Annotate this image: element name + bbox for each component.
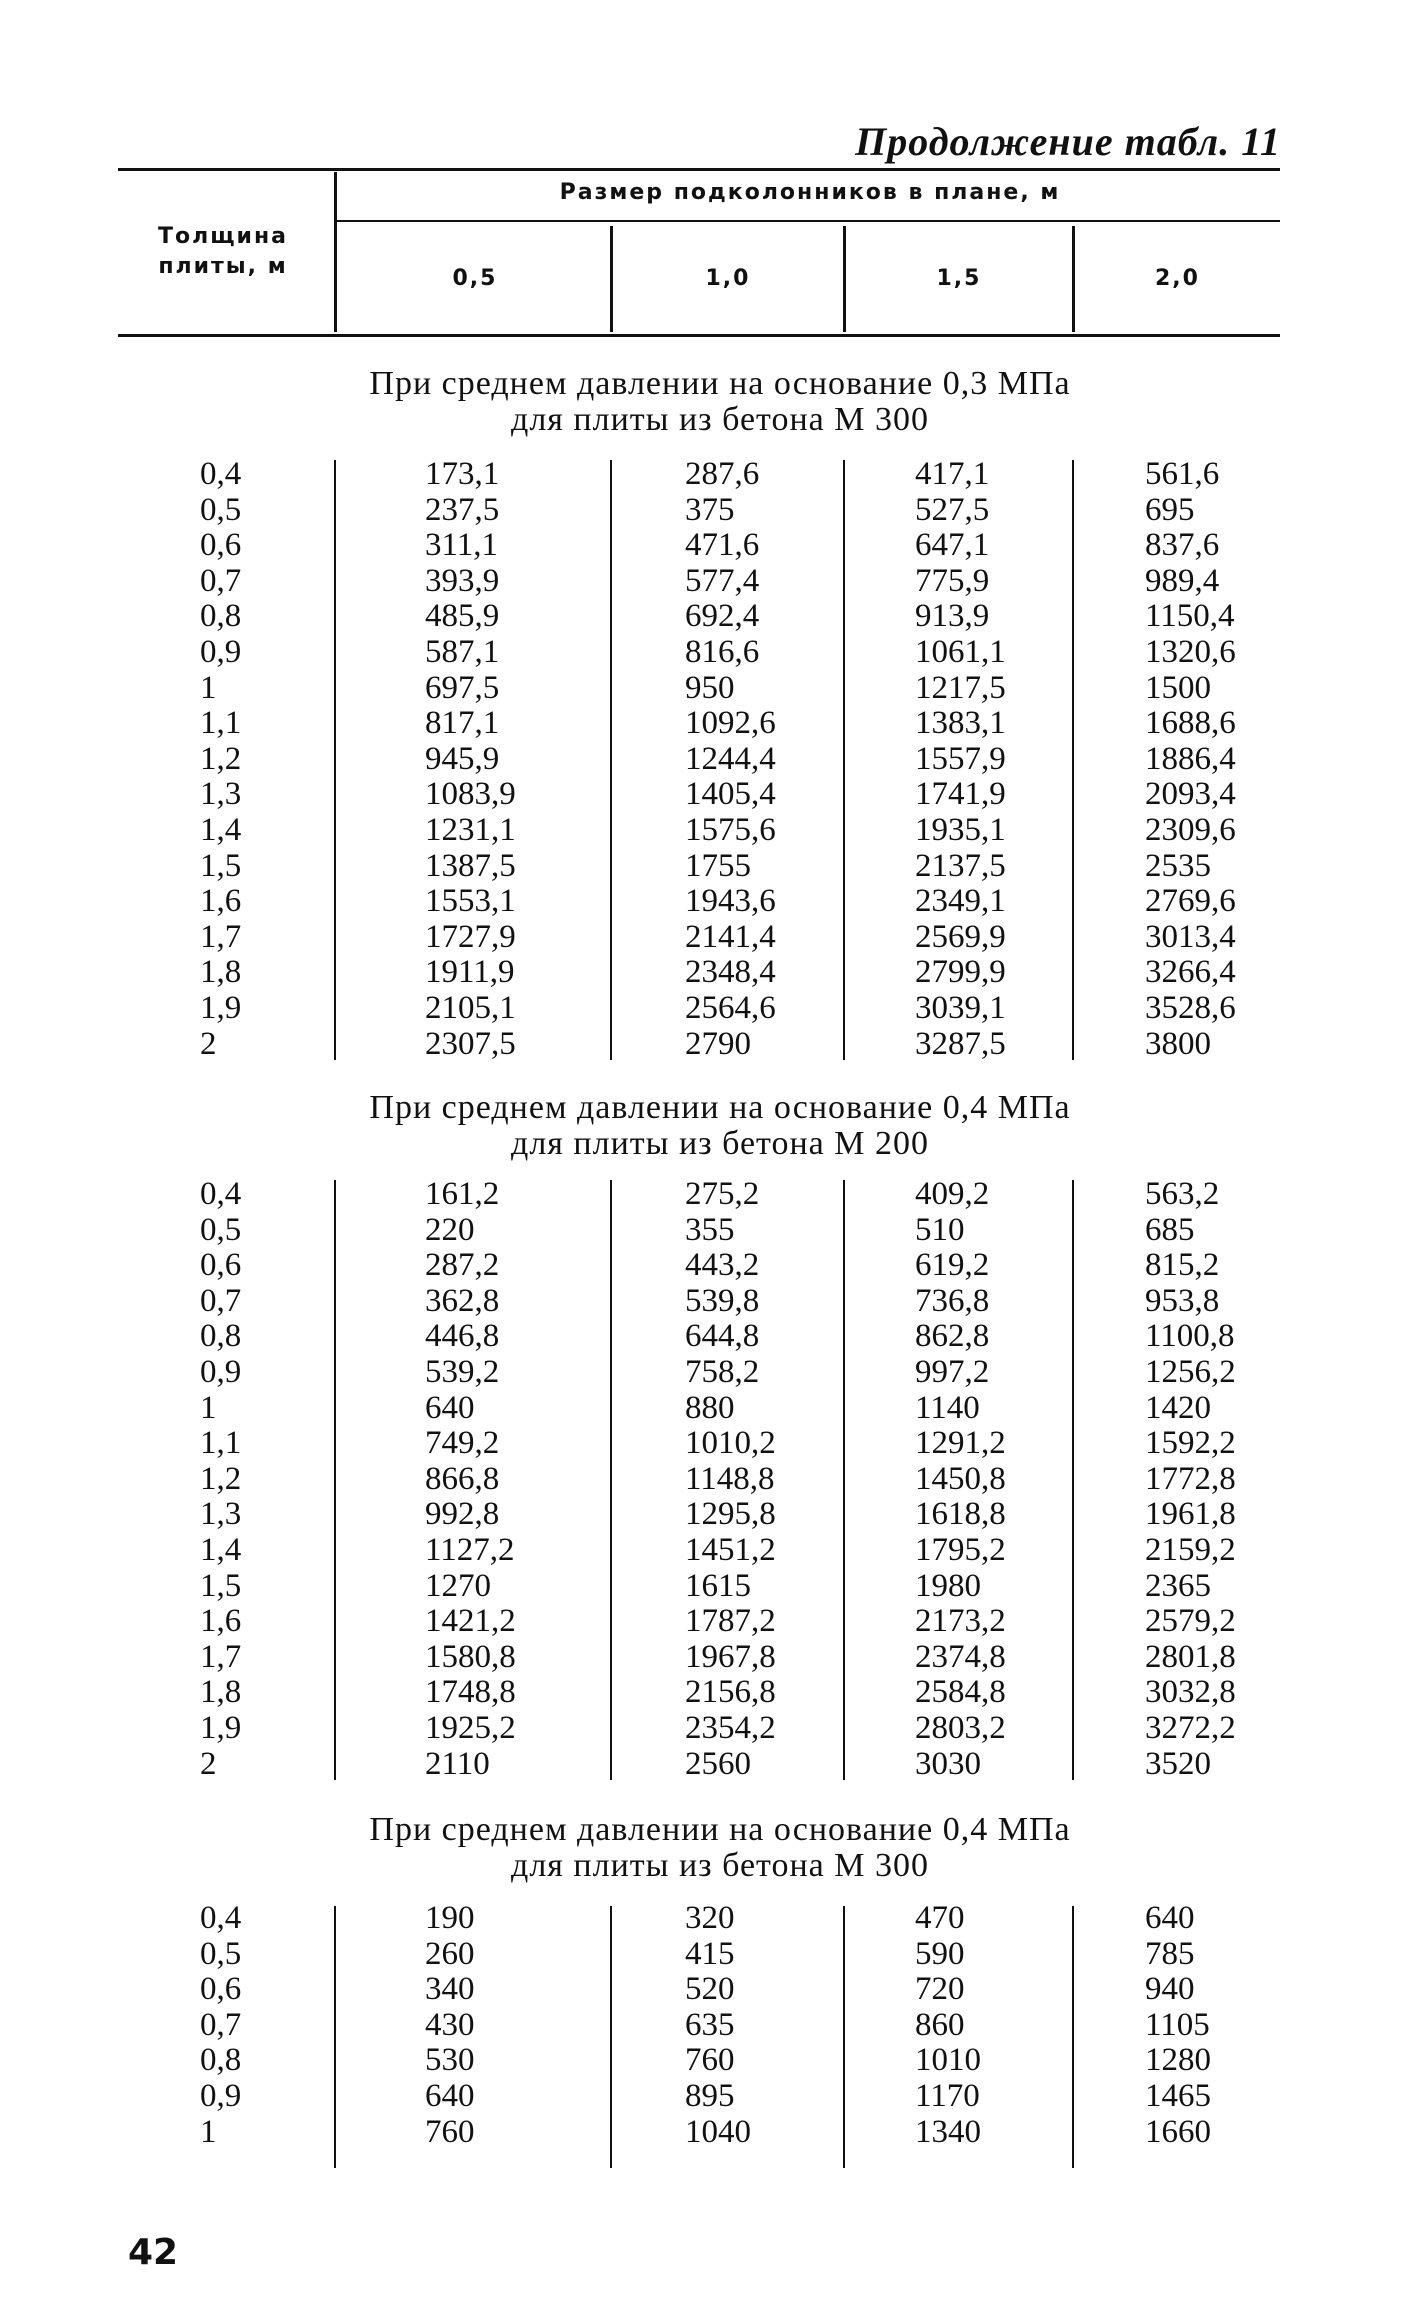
table-row xyxy=(0,1603,1421,1639)
column-rule xyxy=(1072,1906,1074,2168)
value-cell: 1615 xyxy=(685,1567,751,1604)
value-cell: 539,2 xyxy=(425,1354,500,1390)
value-cell: 1911,9 xyxy=(425,954,515,991)
table-row xyxy=(0,1425,1421,1461)
value-cell: 1741,9 xyxy=(915,776,1006,813)
thickness-cell: 1 xyxy=(200,2113,217,2150)
value-cell: 2309,6 xyxy=(1145,812,1236,848)
thickness-cell: 0,9 xyxy=(200,2078,242,2114)
value-cell: 1040 xyxy=(685,2113,751,2150)
size-header-1: 1,0 xyxy=(705,266,751,291)
value-cell: 635 xyxy=(685,2006,735,2043)
value-cell: 1451,2 xyxy=(685,1532,776,1568)
value-cell: 443,2 xyxy=(685,1247,760,1284)
value-cell: 577,4 xyxy=(685,562,760,599)
value-cell: 2374,8 xyxy=(915,1638,1006,1675)
value-cell: 190 xyxy=(425,1900,475,1936)
table-row xyxy=(0,919,1421,955)
value-cell: 758,2 xyxy=(685,1354,760,1390)
value-cell: 311,1 xyxy=(425,527,499,564)
thickness-cell: 1,8 xyxy=(200,1674,242,1711)
header-bottom-rule xyxy=(118,334,1280,337)
thickness-cell: 0,7 xyxy=(200,562,242,599)
thickness-cell: 0,9 xyxy=(200,634,242,670)
value-cell: 1405,4 xyxy=(685,776,776,813)
column-rule xyxy=(1072,1180,1074,1780)
value-cell: 775,9 xyxy=(915,562,990,599)
value-cell: 1083,9 xyxy=(425,776,516,813)
value-cell: 1270 xyxy=(425,1567,491,1604)
table-row xyxy=(0,1746,1421,1782)
thickness-cell: 1,5 xyxy=(200,847,242,884)
value-cell: 2093,4 xyxy=(1145,776,1236,813)
value-cell: 1170 xyxy=(915,2078,980,2114)
value-cell: 1231,1 xyxy=(425,812,516,848)
table-row xyxy=(0,776,1421,812)
thickness-cell: 1,7 xyxy=(200,1638,242,1675)
value-cell: 1748,8 xyxy=(425,1674,516,1711)
value-cell: 760 xyxy=(425,2113,475,2150)
value-cell: 860 xyxy=(915,2006,965,2043)
table-row xyxy=(0,2042,1421,2078)
thickness-cell: 0,8 xyxy=(200,2042,242,2079)
thickness-cell: 1,9 xyxy=(200,990,242,1026)
value-cell: 816,6 xyxy=(685,634,760,670)
thickness-cell: 1,7 xyxy=(200,918,242,955)
value-cell: 2173,2 xyxy=(915,1603,1006,1640)
value-cell: 640 xyxy=(425,2078,475,2114)
table-row xyxy=(0,848,1421,884)
value-cell: 1092,6 xyxy=(685,705,776,742)
value-cell: 953,8 xyxy=(1145,1282,1220,1319)
value-cell: 590 xyxy=(915,1935,965,1972)
value-cell: 587,1 xyxy=(425,634,500,670)
value-cell: 1553,1 xyxy=(425,883,516,920)
value-cell: 1580,8 xyxy=(425,1638,516,1675)
value-cell: 2584,8 xyxy=(915,1674,1006,1711)
value-cell: 736,8 xyxy=(915,1282,990,1319)
value-cell: 161,2 xyxy=(425,1176,500,1212)
table-row xyxy=(0,1176,1421,1212)
value-cell: 1256,2 xyxy=(1145,1354,1236,1390)
column-rule xyxy=(610,1180,612,1780)
value-cell: 695 xyxy=(1145,491,1195,528)
value-cell: 362,8 xyxy=(425,1282,500,1319)
value-cell: 644,8 xyxy=(685,1318,760,1355)
value-cell: 1575,6 xyxy=(685,812,776,848)
thickness-cell: 0,8 xyxy=(200,1318,242,1355)
value-cell: 862,8 xyxy=(915,1318,990,1355)
value-cell: 1420 xyxy=(1145,1389,1211,1426)
thickness-cell: 1 xyxy=(200,669,217,706)
value-cell: 1961,8 xyxy=(1145,1496,1236,1533)
value-cell: 2105,1 xyxy=(425,990,516,1026)
table-row xyxy=(0,954,1421,990)
thickness-cell: 1,9 xyxy=(200,1710,242,1746)
value-cell: 2801,8 xyxy=(1145,1638,1236,1675)
value-cell: 1450,8 xyxy=(915,1460,1006,1497)
thickness-cell: 2 xyxy=(200,1745,217,1782)
value-cell: 2365 xyxy=(1145,1567,1211,1604)
table-row xyxy=(0,812,1421,848)
value-cell: 997,2 xyxy=(915,1354,990,1390)
thickness-cell: 1,4 xyxy=(200,812,242,848)
value-cell: 785 xyxy=(1145,1935,1195,1972)
value-cell: 1660 xyxy=(1145,2113,1211,2150)
value-cell: 1980 xyxy=(915,1567,981,1604)
value-cell: 1295,8 xyxy=(685,1496,776,1533)
value-cell: 417,1 xyxy=(915,456,990,492)
value-cell: 1387,5 xyxy=(425,847,516,884)
size-column-header: Размер подколонников в плане, м xyxy=(559,180,1061,205)
value-cell: 287,2 xyxy=(425,1247,500,1284)
value-cell: 1795,2 xyxy=(915,1532,1006,1568)
table-row xyxy=(0,1354,1421,1390)
value-cell: 3266,4 xyxy=(1145,954,1236,991)
value-cell: 1217,5 xyxy=(915,669,1006,706)
value-cell: 1105 xyxy=(1145,2006,1210,2043)
thickness-cell: 1,8 xyxy=(200,954,242,991)
size-header-0: 0,5 xyxy=(452,266,498,291)
value-cell: 749,2 xyxy=(425,1425,500,1462)
value-cell: 2307,5 xyxy=(425,1025,516,1062)
value-cell: 3030 xyxy=(915,1745,981,1782)
thickness-cell: 1,3 xyxy=(200,776,242,813)
value-cell: 415 xyxy=(685,1935,735,1972)
value-cell: 287,6 xyxy=(685,456,760,492)
thickness-cell: 0,8 xyxy=(200,598,242,635)
header-mid-rule xyxy=(334,220,1280,222)
value-cell: 2137,5 xyxy=(915,847,1006,884)
value-cell: 1244,4 xyxy=(685,740,776,777)
thickness-cell: 0,7 xyxy=(200,1282,242,1319)
value-cell: 837,6 xyxy=(1145,527,1220,564)
thickness-cell: 0,4 xyxy=(200,456,242,492)
value-cell: 1421,2 xyxy=(425,1603,516,1640)
value-cell: 173,1 xyxy=(425,456,500,492)
column-rule xyxy=(334,460,336,1060)
thickness-column-header: Толщина плиты, м xyxy=(157,224,288,279)
value-cell: 527,5 xyxy=(915,491,990,528)
group-2-title: При среднем давлении на основание 0,4 МПа для плиты из бетона М 200 xyxy=(369,1089,1071,1162)
value-cell: 3032,8 xyxy=(1145,1674,1236,1711)
value-cell: 3520 xyxy=(1145,1745,1211,1782)
value-cell: 3013,4 xyxy=(1145,918,1236,955)
size-header-2: 1,5 xyxy=(936,266,982,291)
value-cell: 1465 xyxy=(1145,2078,1211,2114)
table-row xyxy=(0,456,1421,492)
value-cell: 1140 xyxy=(915,1389,980,1426)
table-row xyxy=(0,492,1421,528)
thickness-cell: 0,7 xyxy=(200,2006,242,2043)
value-cell: 237,5 xyxy=(425,491,500,528)
value-cell: 446,8 xyxy=(425,1318,500,1355)
thickness-cell: 0,9 xyxy=(200,1354,242,1390)
table-row xyxy=(0,1496,1421,1532)
thickness-cell: 1,2 xyxy=(200,1460,242,1497)
value-cell: 2564,6 xyxy=(685,990,776,1026)
table-row xyxy=(0,2007,1421,2043)
value-cell: 1010,2 xyxy=(685,1425,776,1462)
value-cell: 393,9 xyxy=(425,562,500,599)
value-cell: 1320,6 xyxy=(1145,634,1236,670)
thickness-cell: 1,6 xyxy=(200,883,242,920)
thickness-cell: 0,4 xyxy=(200,1900,242,1936)
column-rule xyxy=(334,1906,336,2168)
value-cell: 1592,2 xyxy=(1145,1425,1236,1462)
table-row xyxy=(0,1674,1421,1710)
value-cell: 340 xyxy=(425,1971,475,2008)
table-row xyxy=(0,1900,1421,1936)
value-cell: 1061,1 xyxy=(915,634,1006,670)
value-cell: 470 xyxy=(915,1900,965,1936)
value-cell: 2803,2 xyxy=(915,1710,1006,1746)
page-number: 42 xyxy=(128,2232,179,2273)
thickness-cell: 0,6 xyxy=(200,527,242,564)
table-row xyxy=(0,1710,1421,1746)
value-cell: 3039,1 xyxy=(915,990,1006,1026)
value-cell: 1150,4 xyxy=(1145,598,1235,635)
value-cell: 471,6 xyxy=(685,527,760,564)
value-cell: 2141,4 xyxy=(685,918,776,955)
table-row xyxy=(0,1639,1421,1675)
value-cell: 1943,6 xyxy=(685,883,776,920)
table-row xyxy=(0,634,1421,670)
table-row xyxy=(0,1318,1421,1354)
thickness-cell: 2 xyxy=(200,1025,217,1062)
value-cell: 530 xyxy=(425,2042,475,2079)
value-cell: 619,2 xyxy=(915,1247,990,1284)
value-cell: 375 xyxy=(685,491,735,528)
thickness-cell: 1 xyxy=(200,1389,217,1426)
continuation-title: Продолжение табл. 11 xyxy=(855,119,1281,164)
thickness-cell: 1,3 xyxy=(200,1496,242,1533)
value-cell: 2110 xyxy=(425,1745,490,1782)
value-cell: 1967,8 xyxy=(685,1638,776,1675)
table-row xyxy=(0,1568,1421,1604)
thickness-cell: 0,6 xyxy=(200,1247,242,1284)
value-cell: 275,2 xyxy=(685,1176,760,1212)
value-cell: 950 xyxy=(685,669,735,706)
value-cell: 1100,8 xyxy=(1145,1318,1235,1355)
value-cell: 697,5 xyxy=(425,669,500,706)
value-cell: 1787,2 xyxy=(685,1603,776,1640)
value-cell: 3800 xyxy=(1145,1025,1211,1062)
value-cell: 1755 xyxy=(685,847,751,884)
value-cell: 2579,2 xyxy=(1145,1603,1236,1640)
value-cell: 1727,9 xyxy=(425,918,516,955)
value-cell: 2569,9 xyxy=(915,918,1006,955)
table-row xyxy=(0,2114,1421,2150)
thickness-cell: 0,5 xyxy=(200,1935,242,1972)
thickness-cell: 0,5 xyxy=(200,1211,242,1248)
table-row xyxy=(0,1212,1421,1248)
value-cell: 1500 xyxy=(1145,669,1211,706)
group-1-title: При среднем давлении на основание 0,3 МПа для плиты из бетона М 300 xyxy=(369,365,1071,438)
value-cell: 1148,8 xyxy=(685,1460,775,1497)
value-cell: 2790 xyxy=(685,1025,751,1062)
table-row xyxy=(0,1390,1421,1426)
table-row xyxy=(0,670,1421,706)
column-rule xyxy=(843,1180,845,1780)
column-rule xyxy=(843,1906,845,2168)
table-row xyxy=(0,1026,1421,1062)
value-cell: 1886,4 xyxy=(1145,740,1236,777)
value-cell: 2560 xyxy=(685,1745,751,1782)
value-cell: 1291,2 xyxy=(915,1425,1006,1462)
value-cell: 510 xyxy=(915,1211,965,1248)
value-cell: 2349,1 xyxy=(915,883,1006,920)
value-cell: 1280 xyxy=(1145,2042,1211,2079)
value-cell: 913,9 xyxy=(915,598,990,635)
value-cell: 1383,1 xyxy=(915,705,1006,742)
value-cell: 1618,8 xyxy=(915,1496,1006,1533)
value-cell: 260 xyxy=(425,1935,475,1972)
column-rule xyxy=(843,460,845,1060)
value-cell: 561,6 xyxy=(1145,456,1220,492)
header-top-rule xyxy=(118,168,1280,171)
value-cell: 1340 xyxy=(915,2113,981,2150)
value-cell: 2799,9 xyxy=(915,954,1006,991)
thickness-cell: 0,5 xyxy=(200,491,242,528)
thickness-cell: 1,6 xyxy=(200,1603,242,1640)
value-cell: 945,9 xyxy=(425,740,500,777)
value-cell: 539,8 xyxy=(685,1282,760,1319)
thickness-cell: 1,1 xyxy=(200,705,242,742)
table-row xyxy=(0,2078,1421,2114)
thickness-cell: 1,1 xyxy=(200,1425,242,1462)
value-cell: 880 xyxy=(685,1389,735,1426)
value-cell: 1925,2 xyxy=(425,1710,516,1746)
value-cell: 1688,6 xyxy=(1145,705,1236,742)
value-cell: 2535 xyxy=(1145,847,1211,884)
table-row xyxy=(0,990,1421,1026)
table-row xyxy=(0,705,1421,741)
value-cell: 992,8 xyxy=(425,1496,500,1533)
value-cell: 647,1 xyxy=(915,527,990,564)
value-cell: 1127,2 xyxy=(425,1532,515,1568)
thickness-cell: 0,6 xyxy=(200,1971,242,2008)
value-cell: 1010 xyxy=(915,2042,981,2079)
table-row xyxy=(0,1971,1421,2007)
value-cell: 940 xyxy=(1145,1971,1195,2008)
value-cell: 1772,8 xyxy=(1145,1460,1236,1497)
value-cell: 355 xyxy=(685,1211,735,1248)
value-cell: 2156,8 xyxy=(685,1674,776,1711)
value-cell: 430 xyxy=(425,2006,475,2043)
thickness-cell: 0,4 xyxy=(200,1176,242,1212)
value-cell: 3528,6 xyxy=(1145,990,1236,1026)
table-row xyxy=(0,1283,1421,1319)
column-rule xyxy=(334,1180,336,1780)
value-cell: 1557,9 xyxy=(915,740,1006,777)
table-row xyxy=(0,598,1421,634)
value-cell: 817,1 xyxy=(425,705,500,742)
table-row xyxy=(0,563,1421,599)
table-row xyxy=(0,527,1421,563)
size-header-3: 2,0 xyxy=(1155,266,1200,291)
column-rule xyxy=(610,1906,612,2168)
value-cell: 485,9 xyxy=(425,598,500,635)
value-cell: 2354,2 xyxy=(685,1710,776,1746)
header-divider xyxy=(334,172,337,332)
thickness-cell: 1,5 xyxy=(200,1567,242,1604)
table-row xyxy=(0,883,1421,919)
value-cell: 815,2 xyxy=(1145,1247,1220,1284)
table-row xyxy=(0,741,1421,777)
table-row xyxy=(0,1247,1421,1283)
value-cell: 3272,2 xyxy=(1145,1710,1236,1746)
value-cell: 3287,5 xyxy=(915,1025,1006,1062)
value-cell: 866,8 xyxy=(425,1460,500,1497)
value-cell: 640 xyxy=(1145,1900,1195,1936)
value-cell: 563,2 xyxy=(1145,1176,1220,1212)
value-cell: 720 xyxy=(915,1971,965,2008)
column-rule xyxy=(610,460,612,1060)
value-cell: 520 xyxy=(685,1971,735,2008)
value-cell: 2348,4 xyxy=(685,954,776,991)
value-cell: 320 xyxy=(685,1900,735,1936)
value-cell: 895 xyxy=(685,2078,735,2114)
thickness-cell: 1,4 xyxy=(200,1532,242,1568)
value-cell: 220 xyxy=(425,1211,475,1248)
value-cell: 2159,2 xyxy=(1145,1532,1236,1568)
group-3-title: При среднем давлении на основание 0,4 МПа для плиты из бетона М 300 xyxy=(369,1811,1071,1884)
table-row xyxy=(0,1936,1421,1972)
value-cell: 409,2 xyxy=(915,1176,990,1212)
value-cell: 1935,1 xyxy=(915,812,1006,848)
table-row xyxy=(0,1461,1421,1497)
value-cell: 685 xyxy=(1145,1211,1195,1248)
value-cell: 989,4 xyxy=(1145,562,1220,599)
thickness-cell: 1,2 xyxy=(200,740,242,777)
table-row xyxy=(0,1532,1421,1568)
value-cell: 760 xyxy=(685,2042,735,2079)
value-cell: 692,4 xyxy=(685,598,760,635)
value-cell: 640 xyxy=(425,1389,475,1426)
value-cell: 2769,6 xyxy=(1145,883,1236,920)
column-rule xyxy=(1072,460,1074,1060)
